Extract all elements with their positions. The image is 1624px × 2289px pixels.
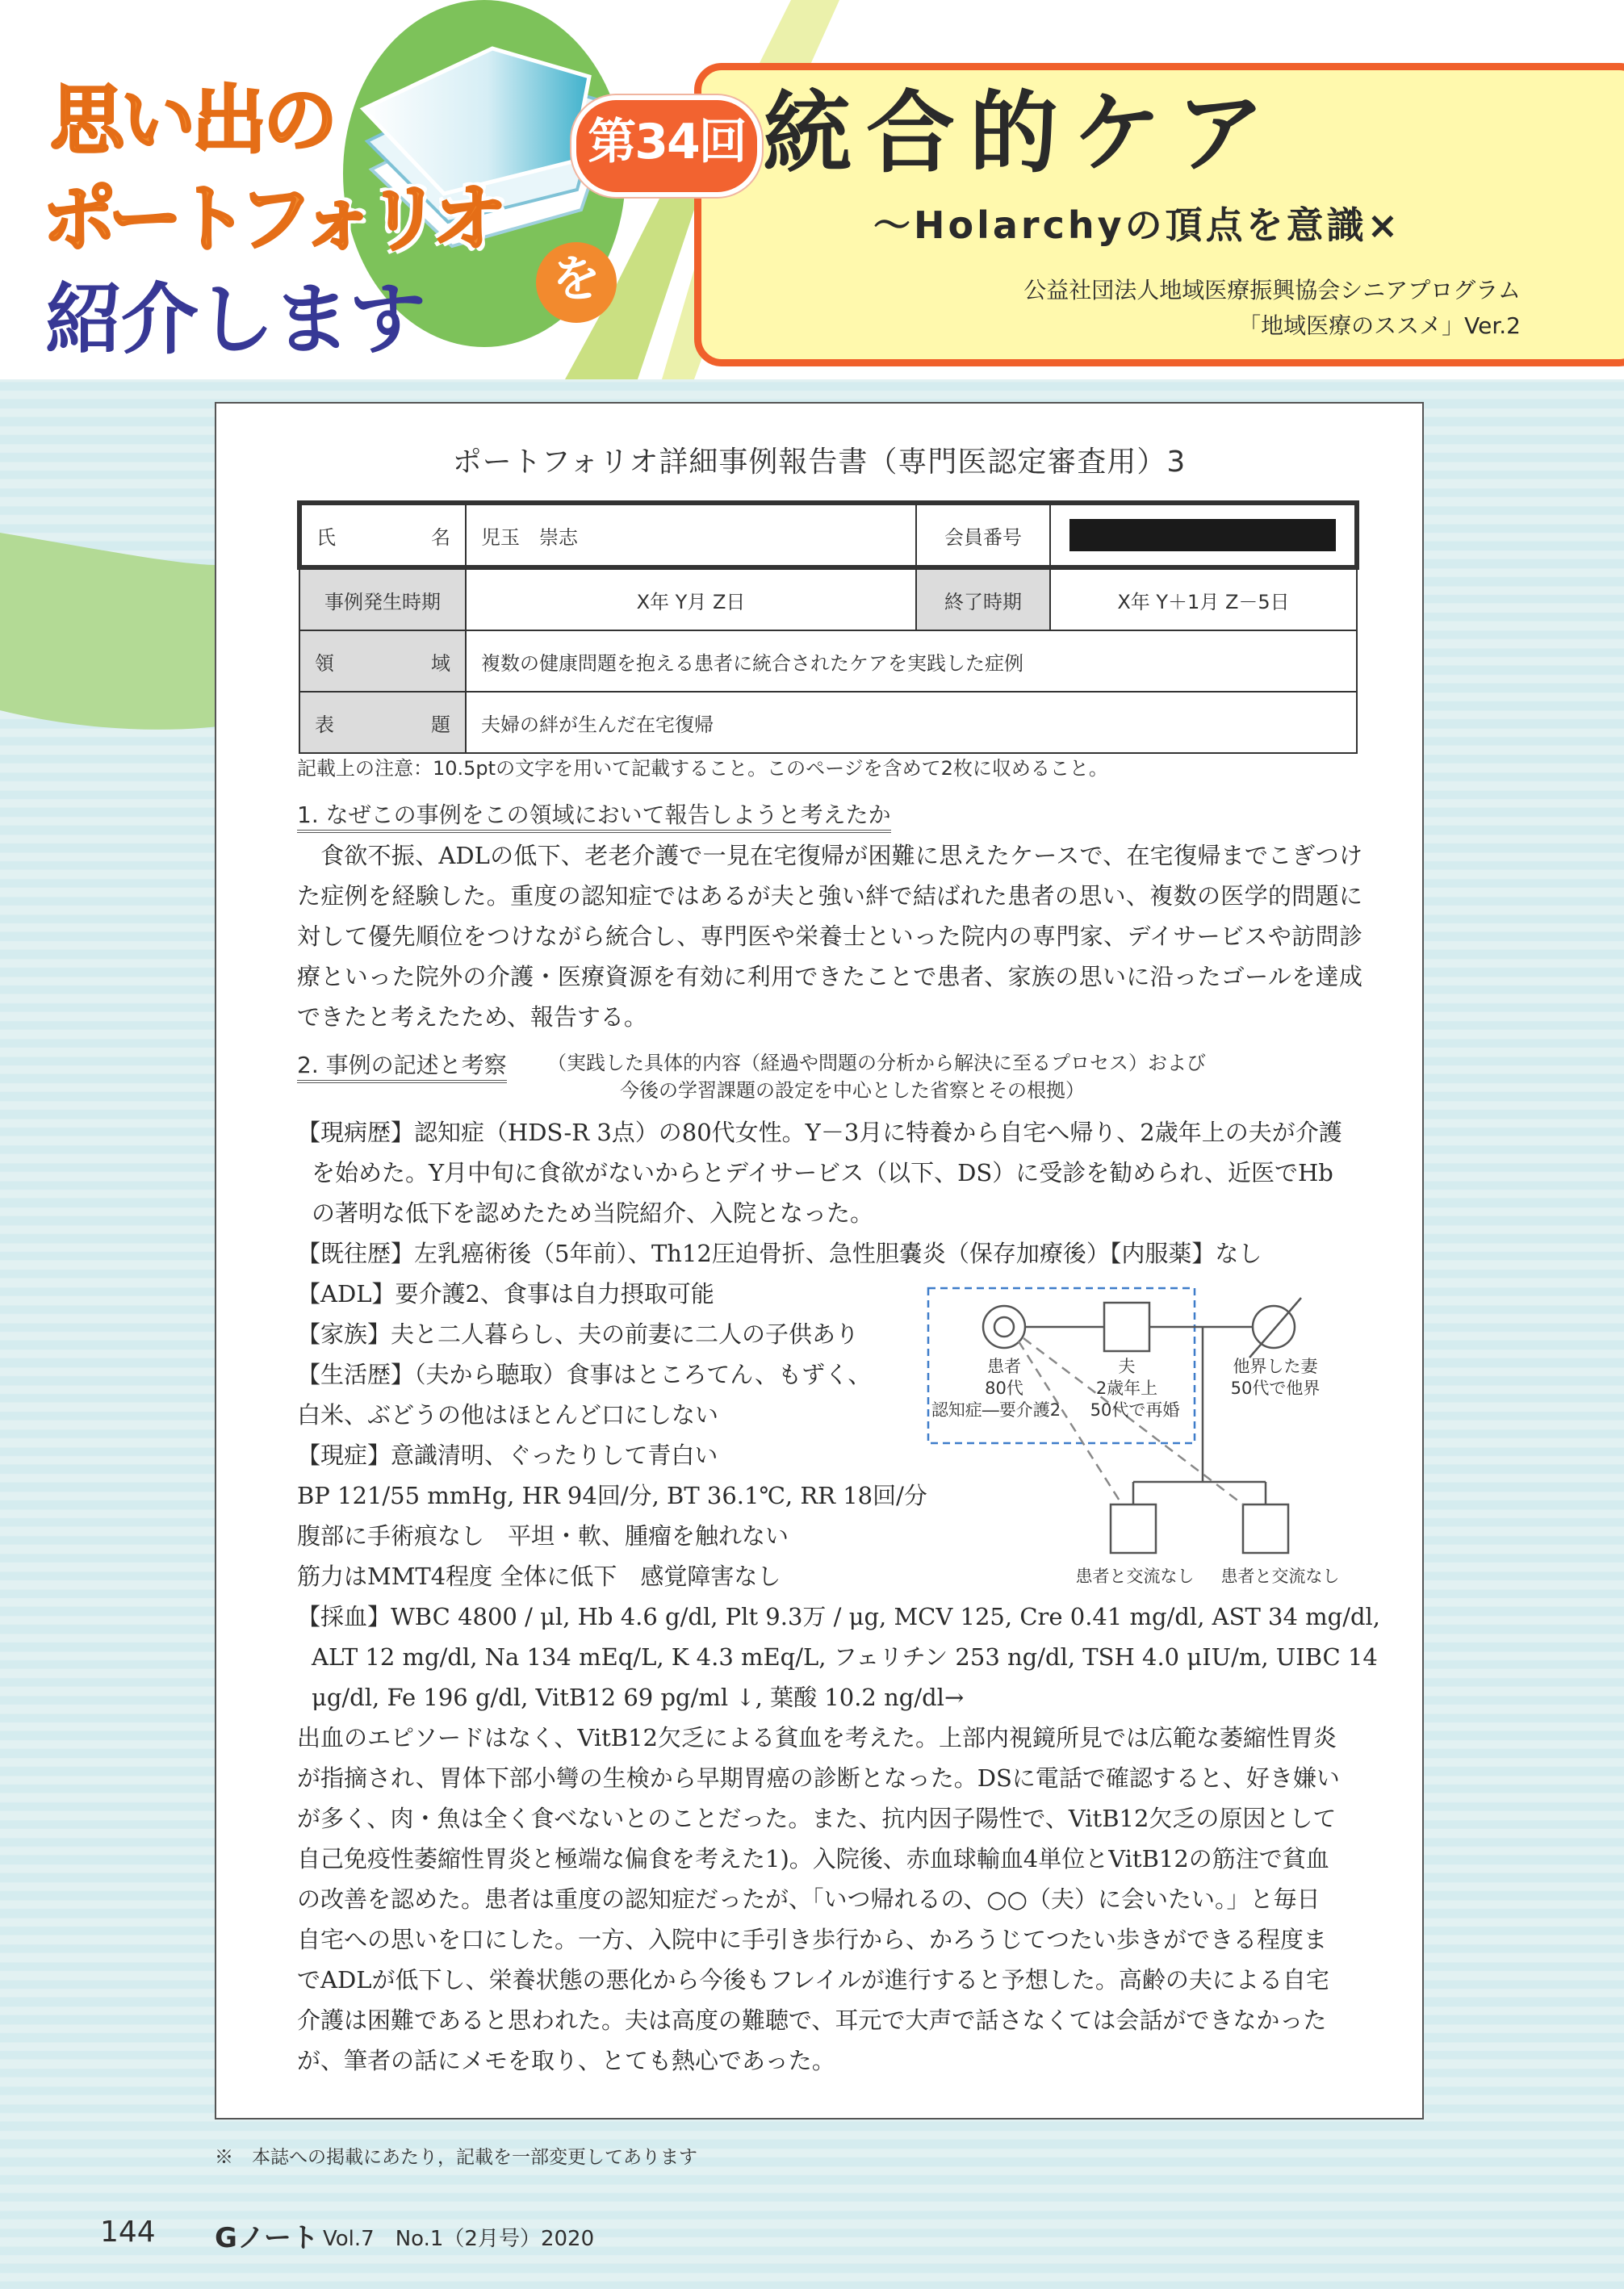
no-contact-line-1 [1019,1341,1122,1504]
section-2-subheading [547,1049,1206,1104]
member-number-value [1050,503,1357,567]
episode-number: 第34回 [588,114,746,170]
report-sheet [215,402,1424,2120]
end-label: 終了時期 [916,567,1050,630]
table-row-domain [299,630,1357,692]
section-2-line: の著明な低下を認めたため当院紹介、入院となった。 [312,1199,874,1227]
section-2-sub-line-2: 今後の学習課題の設定を中心とした省察とその根拠） [620,1079,1085,1102]
org-line-1: 公益社団法人地域医療振興協会シニアプログラム [1023,277,1521,303]
section-2-line: が、筆者の話にメモを取り、とても熱心であった。 [297,2047,835,2074]
name-value: 児玉 崇志 [466,503,916,567]
patient-inner-circle-icon [994,1317,1014,1337]
article-subtitle: ～Holarchyの頂点を意識× [873,203,1402,247]
section-2-line: 【現病歴】認知症（HDS-R 3点）の80代女性。Y－3月に特養から自宅へ帰り、2歳年上の夫が介護 [297,1119,1342,1146]
name-label: 氏 名 [299,503,466,567]
section-2-line: 【現症】意識清明、ぐったりして青白い [297,1442,718,1469]
domain-label: 領 域 [299,630,466,692]
section-2-line: が指摘され、胃体下部小彎の生検から早期胃癌の診断となった。DSに電話で確認すると、好き嫌い [297,1764,1340,1792]
logo-particle-badge [536,242,617,323]
child-1-note: 患者と交流なし [1075,1567,1195,1586]
section-2-heading [297,1048,507,1080]
org-line-2: 「地域医療のススメ」Ver.2 [1238,312,1521,339]
child-1-symbol-icon [1111,1504,1156,1553]
logo-particle: を [552,251,601,308]
writing-note: 記載上の注意：10.5ptの文字を用いて記載すること。このページを含めて2枚に収めること。 [297,757,1108,780]
section-2-line: 【既往歴】左乳癌術後（5年前）、Th12圧迫骨折、急性胆嚢炎（保存加療後）【内服薬】なし [297,1240,1262,1267]
table-row-heading [299,692,1357,753]
husband-note: 50代で再婚 [1090,1400,1180,1420]
child-2-note: 患者と交流なし [1220,1567,1340,1586]
heading-value: 夫婦の絆が生んだ在宅復帰 [466,692,1357,753]
section-2-line: 腹部に手術痕なし 平坦・軟、腫瘤を触れない [297,1522,789,1550]
domain-value: 複数の健康問題を抱える患者に統合されたケアを実践した症例 [466,630,1357,692]
section-2-line: 白米、ぶどうの他はほとんど口にしない [297,1401,719,1429]
logo-line-3: 紹介します [45,274,425,365]
patient-condition: 認知症―要介護2 [931,1400,1061,1420]
exwife-note: 50代で他界 [1230,1379,1321,1398]
onset-label: 事例発生時期 [299,567,466,630]
section-2-line: BP 121/55 mmHg, HR 94回/分, BT 36.1℃, RR 18回/分 [297,1482,927,1509]
heading-label: 表 題 [299,692,466,753]
section-2-line: μg/dl, Fe 196 g/dl, VitB12 69 pg/ml ↓, 葉酸 10.2 ng/dl→ [312,1684,965,1711]
logo-line-2: ポートフォリオ [42,176,499,262]
section-2-line: 介護は困難であると思われた。夫は高度の難聴で、耳元で大声で話さなくては会話ができなかった [297,2007,1327,2034]
patient-age: 80代 [985,1379,1023,1398]
section-2-sub-line-1: （実践した具体的内容（経過や問題の分析から解決に至るプロセス）および [547,1052,1206,1074]
section-2-line: 【家族】夫と二人暮らし、夫の前妻に二人の子供あり [297,1320,860,1348]
case-info-table [297,500,1359,754]
article-title: 統合的ケア [763,82,1279,185]
section-2-line: 筋力はMMT4程度 全体に低下 感覚障害なし [297,1563,781,1590]
issue-info: Vol.7 No.1（2月号）2020 [323,2227,595,2251]
redaction-bar [1069,519,1336,551]
section-2-heading-text: 2. 事例の記述と考察 [297,1052,507,1083]
section-2-line: 【ADL】要介護2、食事は自力摂取可能 [297,1280,714,1308]
member-number-label: 会員番号 [916,503,1050,567]
report-title: ポートフォリオ詳細事例報告書（専門医認定審査用）3 [452,446,1187,479]
child-2-symbol-icon [1243,1504,1288,1553]
section-1-body: 食欲不振、ADLの低下、老老介護で一見在宅復帰が困難に思えたケースで、在宅復帰までこぎつけた症例を経験した。重度の認知症ではあるが夫と強い絆で結ばれた患者の思い、複数の医学的問題に対して優先順位をつけながら統合し、専門医や栄養士といった院内の専門家、デイサービスや訪問診療といった院外の介護・医療資源を有効に利用できたことで患者、家族の思いに沿ったゴールを達成できたと考えたため、報告する。 [297,842,1362,1031]
logo-line-1: 思い出の [50,77,335,164]
husband-symbol-icon [1104,1303,1149,1351]
table-row-name [299,503,1357,567]
episode-badge [571,95,762,197]
end-value: X年 Y＋1月 Z－5日 [1050,567,1357,630]
section-2-line: の改善を認めた。患者は重度の認知症だったが、「いつ帰れるの、○○（夫）に会いたい。」と毎日 [297,1885,1321,1913]
magazine-name: Gノート [215,2222,319,2254]
page-number: 144 [100,2216,156,2249]
section-2-line: 【採血】WBC 4800 / μl, Hb 4.6 g/dl, Plt 9.3万 / μg, MCV 125, Cre 0.41 mg/dl, AST 34 mg/dl, [297,1603,1381,1630]
patient-label: 患者 [987,1357,1021,1376]
section-2-line: 自己免疫性萎縮性胃炎と極端な偏食を考えた1)。入院後、赤血球輸血4単位とVitB12の筋注で貧血 [297,1845,1329,1873]
section-2-line: ALT 12 mg/dl, Na 134 mEq/L, K 4.3 mEq/L, フェリチン 253 ng/dl, TSH 4.0 μIU/m, UIBC 14 [312,1643,1378,1671]
author-organization [1023,273,1521,344]
husband-label: 夫 [1118,1357,1136,1376]
section-2-line: 【生活歴】（夫から聴取）食事はところてん、もずく、 [297,1361,872,1388]
section-1-heading-text: 1. なぜこの事例をこの領域において報告しようと考えたか [297,801,891,833]
section-1-heading [297,797,891,830]
footnote: ※ 本誌への掲載にあたり，記載を一部変更してあります [215,2147,697,2168]
onset-value: X年 Y月 Z日 [466,567,916,630]
genogram-diagram [923,1262,1375,1601]
green-wave-left [0,533,218,730]
section-2-line: が多く、肉・魚は全く食べないとのことだった。また、抗内因子陽性で、VitB12欠乏の原因として [297,1805,1337,1832]
husband-age: 2歳年上 [1095,1379,1158,1398]
section-2-line: 出血のエピソードはなく、VitB12欠乏による貧血を考えた。上部内視鏡所見では広範な萎縮性胃炎 [297,1724,1337,1751]
section-2-line: 自宅への思いを口にした。一方、入院中に手引き歩行から、かろうじてつたい歩きができる程度ま [297,1926,1328,1953]
section-2-line: でADLが低下し、栄養状態の悪化から今後もフレイルが進行すると予想した。高齢の夫による自宅 [297,1966,1329,1994]
section-2-line: を始めた。Y月中旬に食欲がないからとデイサービス（以下、DS）に受診を勧められ、近医でHb [312,1159,1333,1186]
table-row-period [299,567,1357,630]
patient-household-boundary [928,1288,1195,1443]
exwife-label: 他界した妻 [1233,1357,1318,1376]
